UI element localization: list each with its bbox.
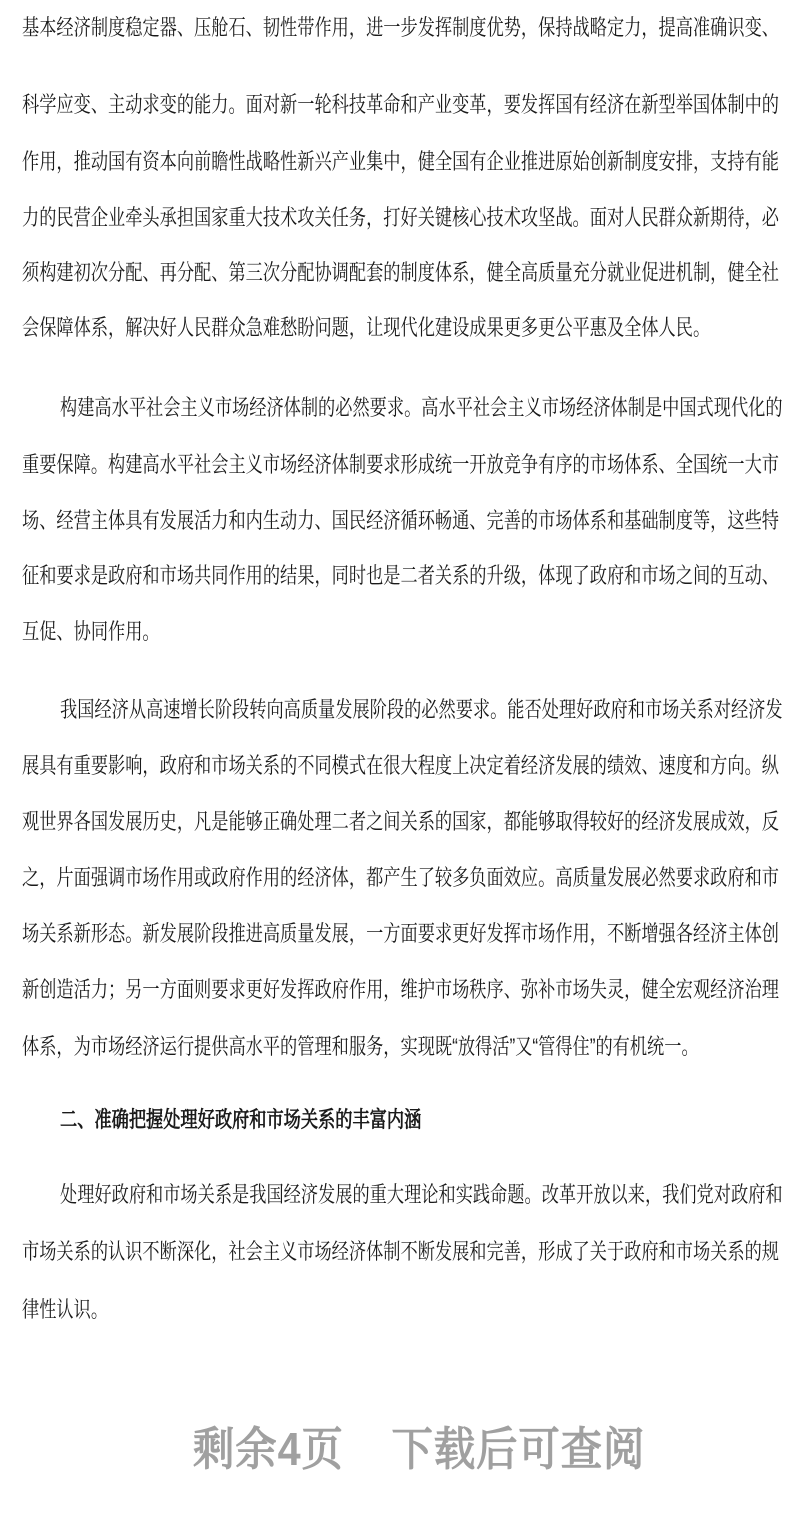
watermark-download-hint-label: 下载后可查阅 (391, 1423, 646, 1475)
text-line: 科学应变、主动求变的能力。面对新一轮科技革命和产业变革，要发挥国有经济在新型举国体制中的 (22, 92, 779, 117)
text-line: 展具有重要影响，政府和市场关系的不同模式在很大程度上决定着经济发展的绩效、速度和方向。纵 (22, 753, 779, 778)
text-line: 重要保障。构建高水平社会主义市场经济体制要求形成统一开放竞争有序的市场体系、全国统一大市 (22, 452, 779, 477)
text-line: 须构建初次分配、再分配、第三次分配协调配套的制度体系，健全高质量充分就业促进机制，健全社 (22, 260, 779, 285)
text-line: 场关系新形态。新发展阶段推进高质量发展，一方面要求更好发挥市场作用，不断增强各经济主体创 (22, 921, 779, 946)
text-line: 律性认识。 (22, 1297, 109, 1322)
remaining-pages-watermark (193, 1413, 645, 1479)
text-line: 作用，推动国有资本向前瞻性战略性新兴产业集中，健全国有企业推进原始创新制度安排，支持有能 (22, 149, 779, 174)
text-line: 力的民营企业牵头承担国家重大技术攻关任务，打好关键核心技术攻坚战。面对人民群众新期待，必 (22, 205, 779, 230)
text-line: 观世界各国发展历史，凡是能够正确处理二者之间关系的国家，都能够取得较好的经济发展成效，反 (22, 809, 779, 834)
text-line: 基本经济制度稳定器、压舱石、韧性带作用，进一步发挥制度优势，保持战略定力，提高准确识变、 (22, 15, 779, 40)
text-line: 体系，为市场经济运行提供高水平的管理和服务，实现既“放得活”又“管得住”的有机统一。 (22, 1034, 699, 1059)
text-line: 我国经济从高速增长阶段转向高质量发展阶段的必然要求。能否处理好政府和市场关系对经济发 (60, 697, 783, 722)
text-line: 会保障体系，解决好人民群众急难愁盼问题，让现代化建设成果更多更公平惠及全体人民。 (22, 315, 711, 340)
text-line: 新创造活力；另一方面则要求更好发挥政府作用，维护市场秩序、弥补市场失灵，健全宏观经济治理 (22, 977, 779, 1002)
text-line: 场、经营主体具有发展活力和内生动力、国民经济循环畅通、完善的市场体系和基础制度等，这些特 (22, 508, 779, 533)
text-line: 之，片面强调市场作用或政府作用的经济体，都产生了较多负面效应。高质量发展必然要求政府和市 (22, 865, 779, 890)
text-line: 征和要求是政府和市场共同作用的结果，同时也是二者关系的升级，体现了政府和市场之间的互动、 (22, 563, 779, 588)
text-line: 构建高水平社会主义市场经济体制的必然要求。高水平社会主义市场经济体制是中国式现代化的 (60, 395, 783, 420)
text-line: 互促、协同作用。 (22, 619, 160, 644)
text-line: 处理好政府和市场关系是我国经济发展的重大理论和实践命题。改革开放以来，我们党对政府和 (60, 1182, 783, 1207)
text-line: 市场关系的认识不断深化，社会主义市场经济体制不断发展和完善，形成了关于政府和市场关系的规 (22, 1239, 779, 1264)
watermark-remaining-pages-label: 剩余4页 (193, 1423, 344, 1475)
section-heading: 二、准确把握处理好政府和市场关系的丰富内涵 (60, 1107, 422, 1132)
